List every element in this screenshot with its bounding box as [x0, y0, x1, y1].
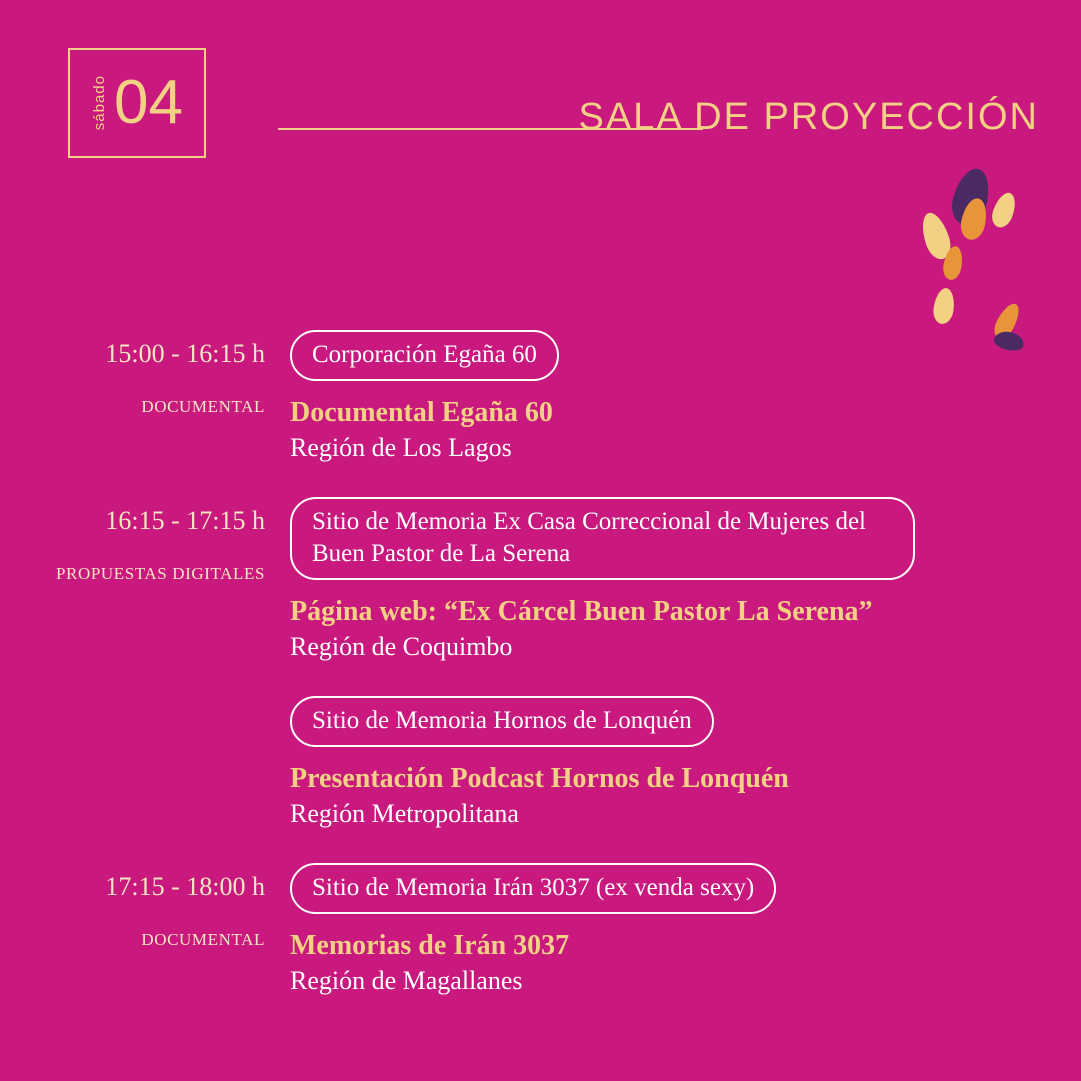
- category-label: DOCUMENTAL: [141, 929, 265, 949]
- day-number: 04: [114, 68, 183, 137]
- list-item: [0, 330, 1081, 463]
- event-title: Presentación Podcast Hornos de Lonquén: [290, 763, 789, 794]
- venue-badge: Corporación Egaña 60: [290, 330, 559, 381]
- schedule-meta: [0, 696, 290, 829]
- venue-badge: Sitio de Memoria Ex Casa Correccional de Mujeres del Buen Pastor de La Serena: [290, 497, 915, 580]
- petal-purple-large: [947, 165, 995, 230]
- petal-orange-mid: [941, 245, 965, 282]
- time-label: 17:15 - 18:00 h: [105, 872, 265, 901]
- list-item: [0, 497, 1081, 662]
- schedule-meta: [0, 330, 290, 463]
- schedule-meta: [0, 863, 290, 996]
- schedule-content: [290, 497, 1081, 662]
- venue-badge: Sitio de Memoria Irán 3037 (ex venda sexy): [290, 863, 776, 914]
- event-region: Región Metropolitana: [290, 799, 519, 828]
- petal-gold-left: [917, 209, 955, 262]
- event-region: Región de Magallanes: [290, 966, 523, 996]
- event-title: Memorias de Irán 3037: [290, 930, 570, 962]
- event-title: Documental Egaña 60: [290, 397, 553, 429]
- schedule-meta: [0, 497, 290, 662]
- petal-gold-right: [988, 190, 1019, 231]
- weekday-label: sábado: [91, 75, 109, 131]
- schedule-content: [290, 696, 1081, 829]
- event-title: Página web: “Ex Cárcel Buen Pastor La Serena”: [290, 595, 873, 627]
- time-label: 15:00 - 16:15 h: [105, 339, 265, 368]
- category-label: DOCUMENTAL: [141, 396, 265, 416]
- date-badge: [68, 48, 206, 158]
- event-region: Región de Coquimbo: [290, 631, 513, 661]
- schedule-content: [290, 863, 1081, 996]
- petal-orange-top: [958, 196, 990, 242]
- list-item: [0, 696, 1081, 829]
- page-title: SALA DE PROYECCIÓN: [578, 96, 1039, 138]
- list-item: [0, 863, 1081, 996]
- schedule-list: [0, 330, 1081, 1030]
- page-header: [68, 48, 1039, 160]
- category-label: PROPUESTAS DIGITALES: [55, 563, 265, 583]
- time-label: 16:15 - 17:15 h: [105, 506, 265, 536]
- event-region: Región de Los Lagos: [290, 433, 512, 463]
- schedule-content: [290, 330, 1081, 463]
- petal-gold-lower: [932, 287, 957, 325]
- venue-badge: Sitio de Memoria Hornos de Lonquén: [290, 696, 714, 747]
